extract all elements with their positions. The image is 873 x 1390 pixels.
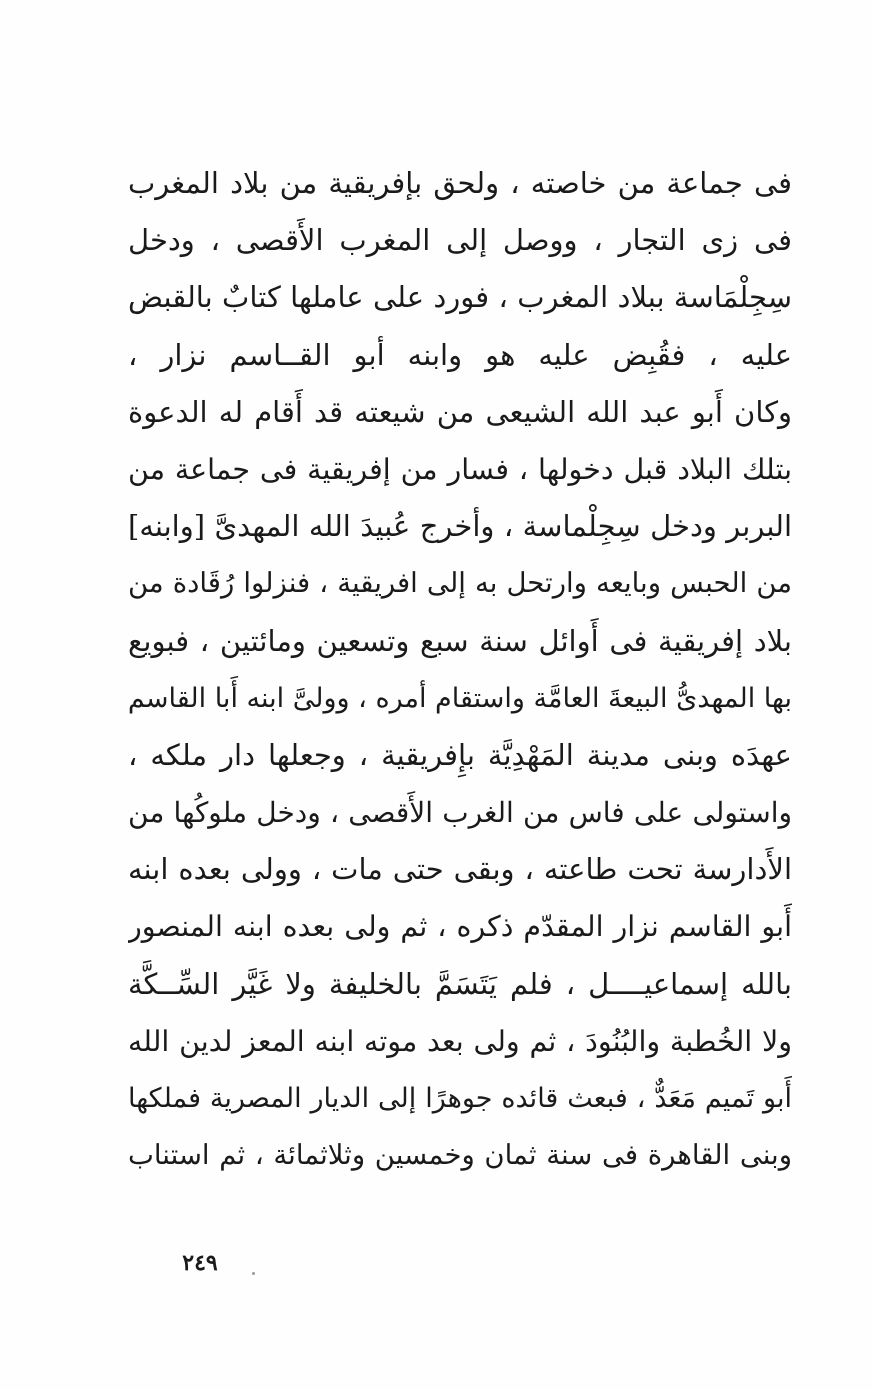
text-line: وكان أَبو عبد الله الشيعى من شيعته قد أَقام له الدعوة bbox=[128, 394, 792, 429]
text-line: الأَدارسة تحت طاعته ، وبقى حتى مات ، وولى بعده ابنه bbox=[128, 852, 792, 887]
page-number: ٢٤٩ bbox=[182, 1250, 218, 1276]
text-line: من الحبس وبايعه وارتحل به إلى افريقية ، فنزلوا رُقَادة من bbox=[128, 567, 792, 600]
body-text bbox=[128, 155, 792, 1184]
text-line: أَبو القاسم نزار المقدّم ذكره ، ثم ولى بعده ابنه المنصور bbox=[128, 910, 792, 944]
text-line: عليه ، فقُبِض عليه هو وابنه أبو القــاسم نزار ، bbox=[128, 337, 792, 372]
text-line: فى جماعة من خاصته ، ولحق بإفريقية من بلاد المغرب bbox=[128, 166, 792, 200]
text-line: بتلك البلاد قبل دخولها ، فسار من إفريقية فى جماعة من bbox=[128, 452, 792, 486]
text-line: وبنى القاهرة فى سنة ثمان وخمسين وثلاثمائة ، ثم استناب bbox=[128, 1139, 792, 1172]
text-line: واستولى على فاس من الغرب الأَقصى ، ودخل ملوكُها من bbox=[128, 796, 792, 830]
text-line: البربر ودخل سِجِلْماسة ، وأخرج عُبيدَ الله المهدىَّ [وابنه] bbox=[128, 509, 792, 544]
text-line: بها المهدىُّ البيعةَ العامَّة واستقام أمره ، وولىَّ ابنه أَبا القاسم bbox=[128, 682, 792, 714]
text-line: أَبو تَميم مَعَدٌّ ، فبعث قائده جوهرًا إلى الديار المصرية فملكها bbox=[128, 1083, 792, 1114]
text-line: عهدَه وبنى مدينة المَهْدِيَّة بإِفريقية ، وجعلها دار ملكه ، bbox=[128, 737, 792, 772]
text-line: ولا الخُطبة والبُنُودَ ، ثم ولى بعد موته ابنه المعز لدين الله bbox=[128, 1024, 792, 1058]
text-line: بالله إسماعيــــل ، فلم يَتَسَمَّ بالخليفة ولا غَيَّر السِّــكَّة bbox=[128, 966, 792, 1001]
text-line: بلاد إفريقية فى أَوائل سنة سبع وتسعين ومائتين ، فبويع bbox=[128, 623, 792, 658]
text-line: سِجِلْمَاسة ببلاد المغرب ، فورد على عاملها كتابٌ بالقبض bbox=[128, 280, 792, 315]
paper-speck bbox=[252, 1272, 255, 1275]
text-line: فى زى التجار ، ووصل إلى المغرب الأَقصى ، ودخل bbox=[128, 223, 792, 258]
